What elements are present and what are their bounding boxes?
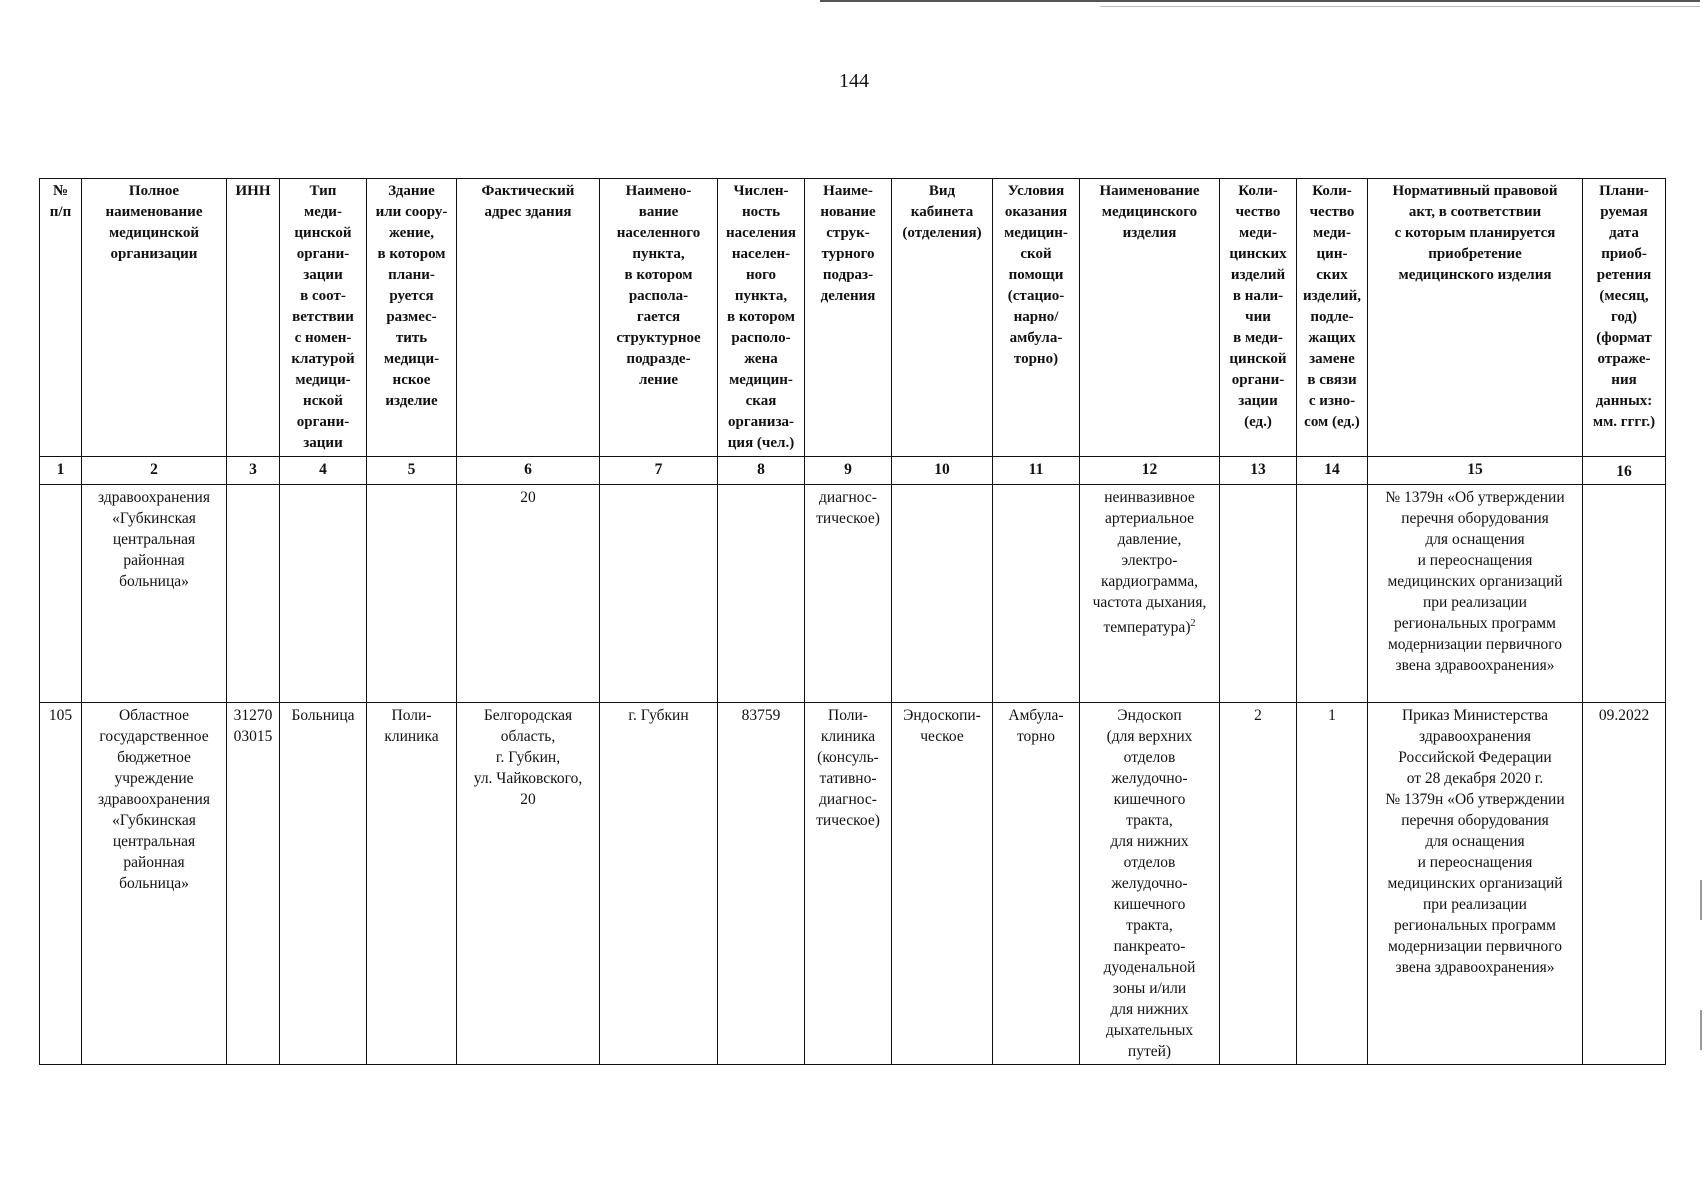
header-cell: Полное наименование медицинской организации — [82, 179, 227, 457]
header-cell: ИНН — [227, 179, 280, 457]
scan-margin-mark — [1700, 1010, 1702, 1050]
cell-structural-unit: Поли- клиника (консуль- тативно- диагнос- тическое) — [805, 703, 892, 1065]
column-number: 7 — [600, 457, 718, 485]
cell-population: 83759 — [718, 703, 805, 1065]
header-cell: № п/п — [40, 179, 82, 457]
column-number: 5 — [367, 457, 457, 485]
column-number: 10 — [892, 457, 993, 485]
cell-devices-available: 2 — [1220, 703, 1297, 1065]
header-cell: Наиме- нование струк- турного подраз- деления — [805, 179, 892, 457]
cell-cabinet-type: Эндоскопи- ческое — [892, 703, 993, 1065]
cell-locality — [600, 485, 718, 703]
cell-locality: г. Губкин — [600, 703, 718, 1065]
header-cell: Здание или соору- жение, в котором плани- руется размес- тить медици- нское изделие — [367, 179, 457, 457]
column-number: 8 — [718, 457, 805, 485]
medical-equipment-table — [39, 178, 1666, 1065]
column-number: 15 — [1368, 457, 1583, 485]
cell-cabinet-type — [892, 485, 993, 703]
column-number: 2 — [82, 457, 227, 485]
cell-row-number — [40, 485, 82, 703]
cell-planned-date: 09.2022 — [1583, 703, 1666, 1065]
device-name-text: неинвазивное артериальное давление, электро- кардиограмма, частота дыхания, температура) — [1092, 489, 1207, 637]
cell-legal-act: Приказ Министерства здравоохранения Российской Федерации от 28 декабря 2020 г. № 1379н «Об утверждении перечня оборудования для оснащения и переоснащения медицинских организаций при реализации региональных программ модернизации первичного звена здравоохранения» — [1368, 703, 1583, 1065]
footnote-marker: 2 — [1190, 618, 1196, 629]
cell-building: Поли- клиника — [367, 703, 457, 1065]
column-number-row — [40, 457, 1666, 485]
cell-row-number: 105 — [40, 703, 82, 1065]
column-number: 11 — [993, 457, 1080, 485]
column-number: 3 — [227, 457, 280, 485]
column-number: 4 — [280, 457, 367, 485]
cell-devices-to-replace: 1 — [1297, 703, 1368, 1065]
header-cell: Наимено- вание населенного пункта, в котором распола- гается структурное подразде- ление — [600, 179, 718, 457]
cell-org-type: Больница — [280, 703, 367, 1065]
column-number: 9 — [805, 457, 892, 485]
cell-address: 20 — [457, 485, 600, 703]
cell-organization-name: Областное государственное бюджетное учреждение здравоохранения «Губкинская центральная районная больница» — [82, 703, 227, 1065]
cell-org-type — [280, 485, 367, 703]
cell-care-conditions: Амбула- торно — [993, 703, 1080, 1065]
cell-address: Белгородская область, г. Губкин, ул. Чайковского, 20 — [457, 703, 600, 1065]
cell-care-conditions — [993, 485, 1080, 703]
cell-devices-available — [1220, 485, 1297, 703]
header-cell: Фактический адрес здания — [457, 179, 600, 457]
cell-population — [718, 485, 805, 703]
table-header-row — [40, 179, 1666, 457]
column-number: 16 — [1583, 457, 1666, 485]
cell-device-name: Эндоскоп (для верхних отделов желудочно- кишечного тракта, для нижних отделов желудочно- кишечного тракта, панкреато- дуоденальной зоны и/или для нижних дыхательных путей) — [1080, 703, 1220, 1065]
cell-building — [367, 485, 457, 703]
column-number: 1 — [40, 457, 82, 485]
cell-inn — [227, 485, 280, 703]
cell-legal-act: № 1379н «Об утверждении перечня оборудования для оснащения и переоснащения медицинских организаций при реализации региональных программ модернизации первичного звена здравоохранения» — [1368, 485, 1583, 703]
table-row — [40, 703, 1666, 1065]
scan-margin-mark — [1700, 880, 1702, 920]
header-cell: Тип меди- цинской органи- зации в соот- ветствии с номен- клатурой медици- нской органи- зации — [280, 179, 367, 457]
scan-edge-line — [820, 0, 1700, 2]
column-number: 14 — [1297, 457, 1368, 485]
column-number: 6 — [457, 457, 600, 485]
column-number: 12 — [1080, 457, 1220, 485]
table-row — [40, 485, 1666, 703]
cell-organization-name: здравоохранения «Губкинская центральная районная больница» — [82, 485, 227, 703]
header-cell: Нормативный правовой акт, в соответствии с которым планируется приобретение медицинского изделия — [1368, 179, 1583, 457]
header-cell: Наименование медицинского изделия — [1080, 179, 1220, 457]
cell-devices-to-replace — [1297, 485, 1368, 703]
page-number: 144 — [839, 70, 869, 92]
column-number: 13 — [1220, 457, 1297, 485]
header-cell: Вид кабинета (отделения) — [892, 179, 993, 457]
header-cell: Плани- руемая дата приоб- ретения (месяц, год) (формат отраже- ния данных: мм. гггг.) — [1583, 179, 1666, 457]
header-cell: Коли- чество меди- цин- ских изделий, подле- жащих замене в связи с изно- сом (ед.) — [1297, 179, 1368, 457]
header-cell: Числен- ность населения населен- ного пункта, в котором располо- жена медицин- ская организа- ция (чел.) — [718, 179, 805, 457]
cell-inn: 31270 03015 — [227, 703, 280, 1065]
cell-device-name — [1080, 485, 1220, 703]
header-cell: Коли- чество меди- цинских изделий в нали- чии в меди- цинской органи- зации (ед.) — [1220, 179, 1297, 457]
header-cell: Условия оказания медицин- ской помощи (стацио- нарно/ амбула- торно) — [993, 179, 1080, 457]
cell-planned-date — [1583, 485, 1666, 703]
cell-structural-unit: диагнос- тическое) — [805, 485, 892, 703]
scan-edge-line — [1100, 6, 1700, 7]
